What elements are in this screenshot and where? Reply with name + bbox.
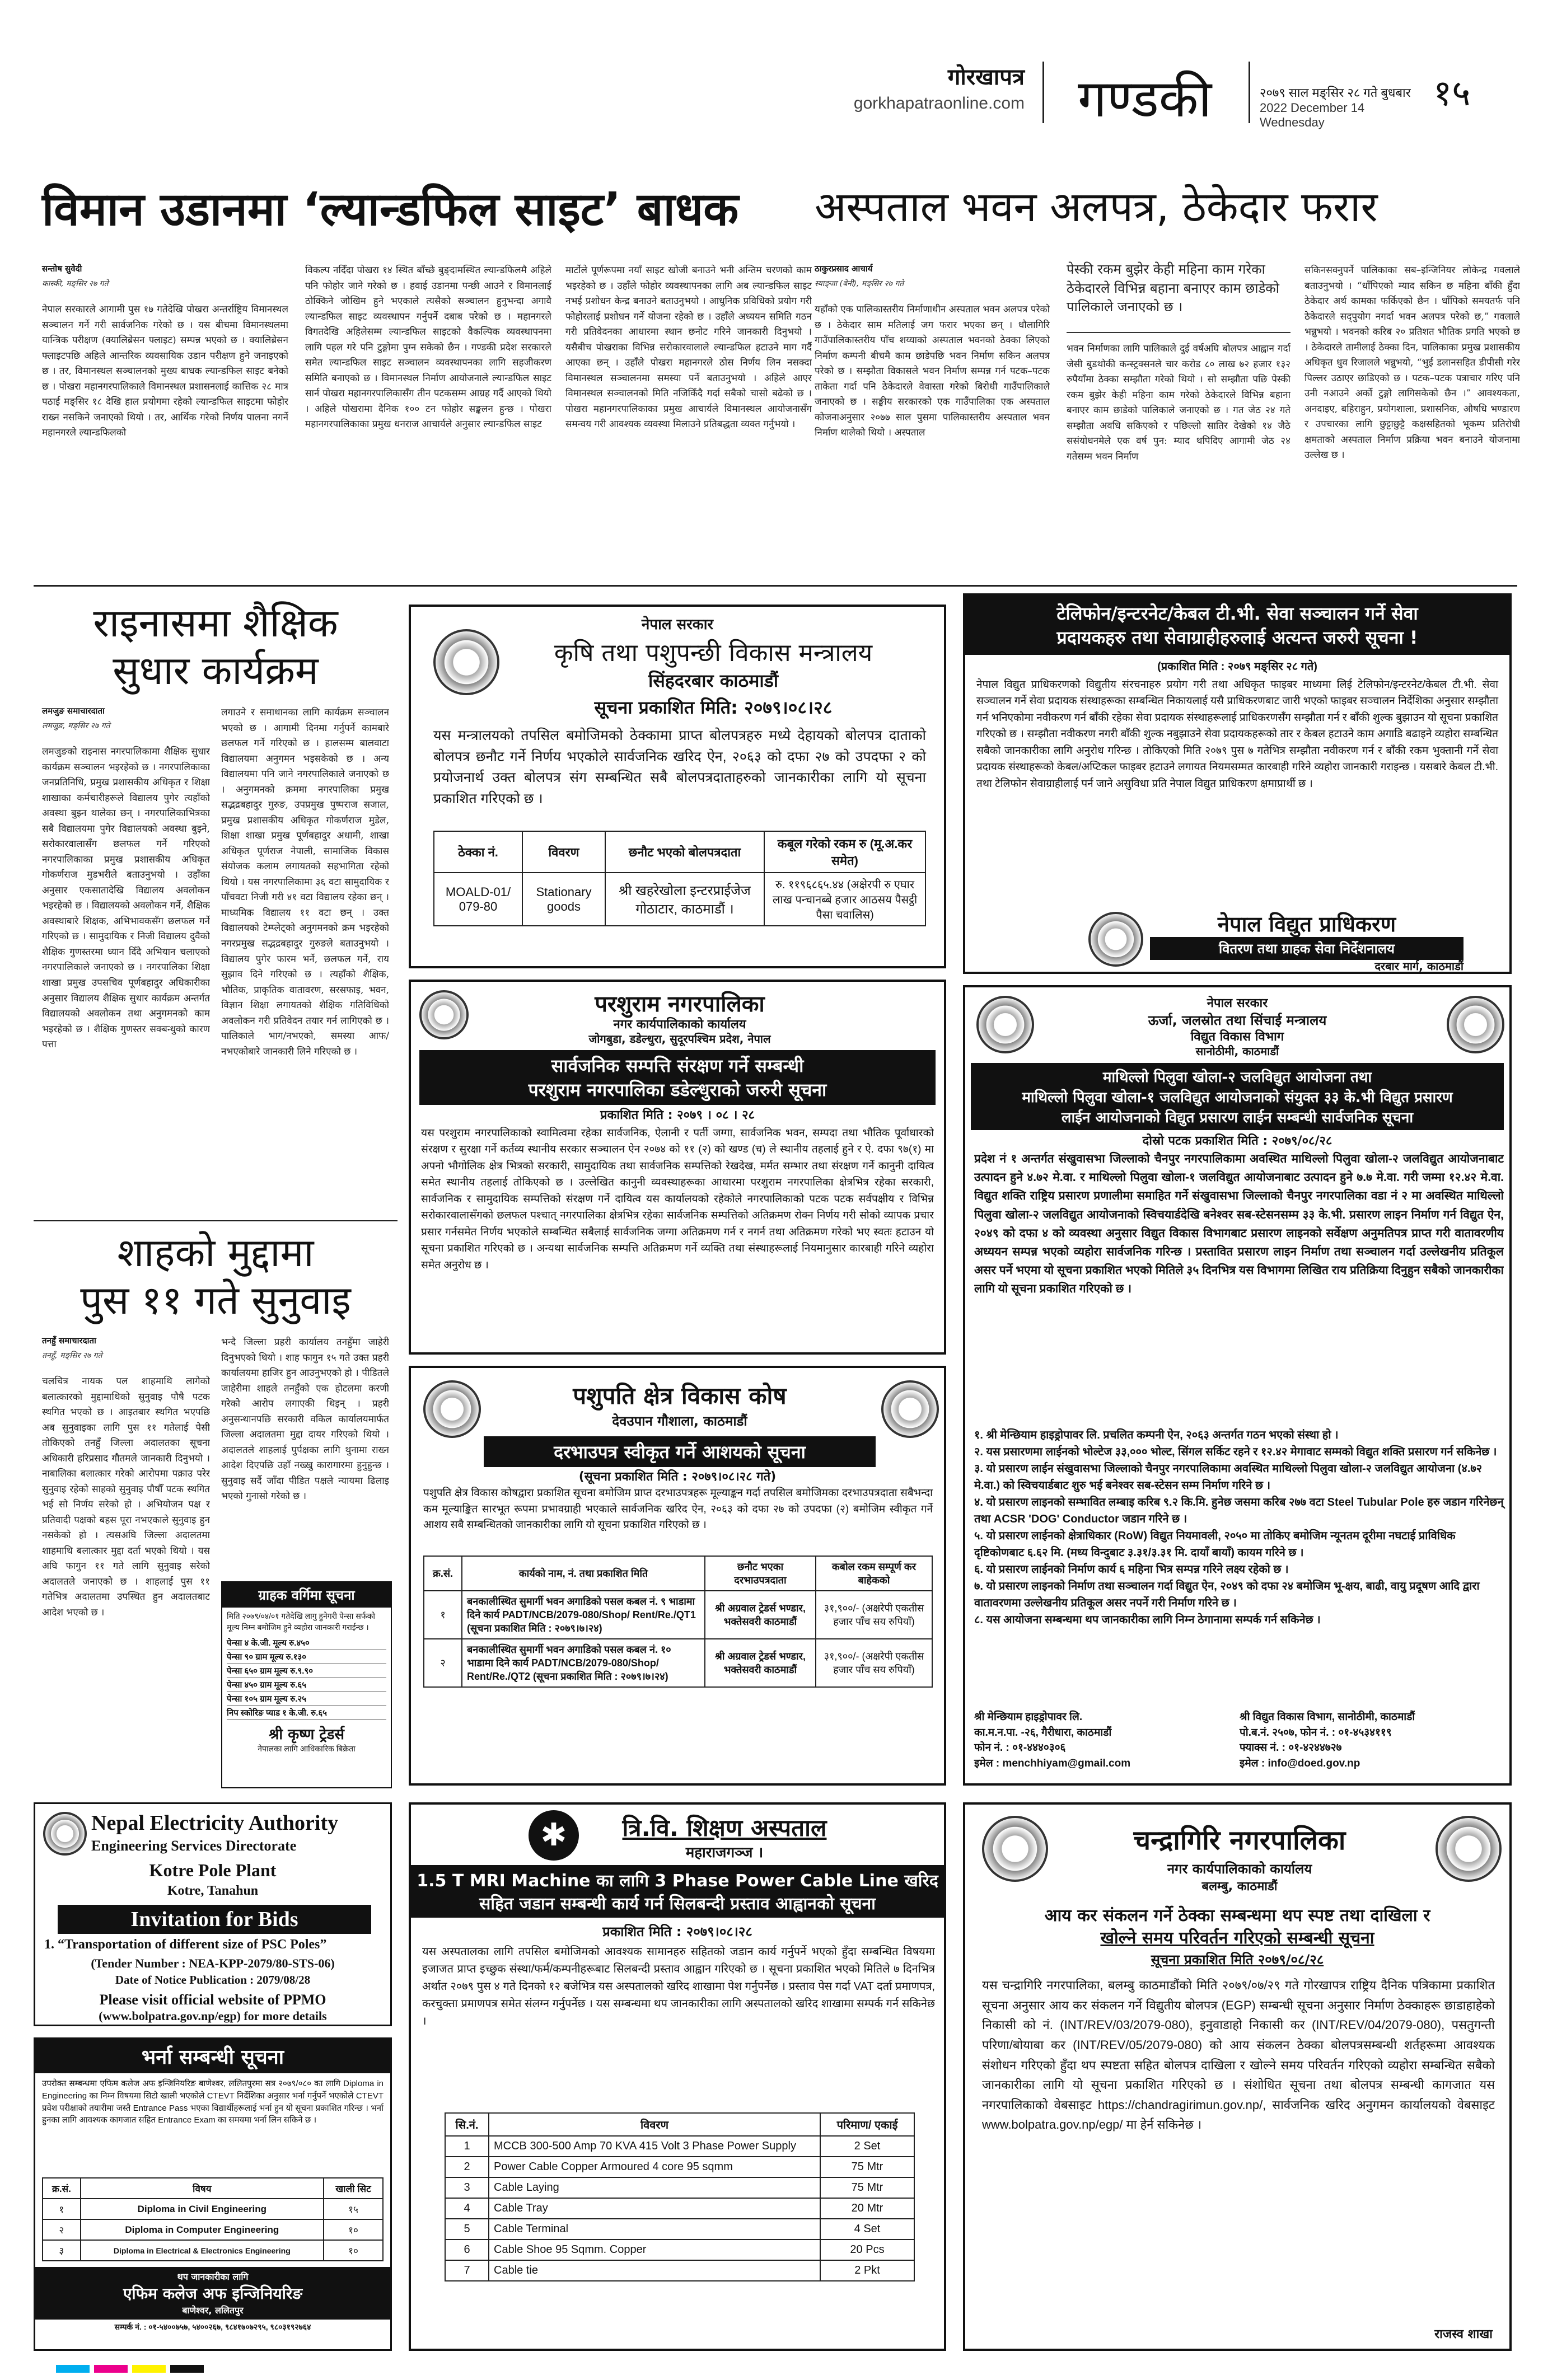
nea-kotre-ad: [34, 1802, 392, 2026]
story3-headline-line2: सुधार कार्यक्रम: [113, 648, 319, 694]
hospital-cell: 20 Pcs: [820, 2240, 914, 2260]
nepal-emblem-icon: [419, 990, 469, 1039]
agri-cell: MOALD-01/ 079-80: [434, 873, 522, 926]
hospital-cell: Cable Terminal: [489, 2219, 820, 2240]
agri-header: कबूल गरेको रकम रु (मू.अ.कर समेत): [764, 831, 925, 873]
hospital-cell: 3: [445, 2177, 489, 2198]
pashupati-org: पशुपति क्षेत्र विकास कोष: [573, 1382, 787, 1409]
table-row: [445, 2219, 914, 2240]
agri-header: छनौट भएको बोलपत्रदाता: [605, 831, 764, 873]
hospital-cell: 7: [445, 2260, 489, 2281]
hospital-cell: 20 Mtr: [820, 2198, 914, 2219]
admission-cell: १: [43, 2199, 81, 2219]
hospital-cell: Cable Tray: [489, 2198, 820, 2219]
story2-headline: अस्पताल भवन अलपत्र, ठेकेदार फरार: [815, 183, 1378, 231]
story2-pullquote: पेस्की रकम बुझेर केही महिना काम गरेका ठेकेदारले विभिन्न बहाना बनाएर काम छाडेको पालिकाले जनाएको छ ।: [1067, 260, 1290, 333]
telecom-place: दरबार मार्ग, काठमाडौं: [1374, 959, 1463, 973]
hospital-cell: 75 Mtr: [820, 2177, 914, 2198]
energy-point: ८. यस आयोजना सम्बन्धमा थप जानकारीका लागि निम्न ठेगानामा सम्पर्क गर्न सकिनेछ ।: [974, 1614, 1321, 1626]
pashupati-body: पशुपति क्षेत्र विकास कोषद्वारा प्रकाशित सूचना बमोजिम प्राप्त दरभाउपत्रहरू मूल्याङ्कन गर्दा तपसिल बमोजिमका दरभाउपत्रदाता सबैभन्दा कम मूल्याङ्कित सारभूत रूपमा प्रभावग्राही भएकाले सार्वजनिक खरिद ऐन, २०६३ को दफा २७ को उपदफा (२) बमोजिम स्वीकृत गर्ने आशय सबै सम्बन्धितको जानकारीका लागि यो सूचना प्रकाशित गरिएको छ ।: [423, 1487, 933, 1531]
hospital-cell: 5: [445, 2219, 489, 2240]
hospital-cell: 4: [445, 2198, 489, 2219]
table-row: [445, 2198, 914, 2219]
admission-footer-l3: बाणेश्वर, ललितपुर: [182, 2305, 244, 2316]
hospital-header: सि.नं.: [445, 2113, 489, 2136]
nea-logo-icon: [1088, 912, 1143, 967]
energy-contact-line: का.म.न.पा. -२६, गैरीधारा, काठमाडौं: [974, 1726, 1112, 1739]
hospital-cell: 2 Set: [820, 2136, 914, 2157]
story3-divider: [34, 1220, 398, 1221]
energy-contact-line: श्री मेन्छियाम हाइड्रोपावर लि.: [974, 1711, 1083, 1723]
table-row: [43, 2199, 383, 2219]
nea-plant: Kotre Pole Plant: [149, 1860, 277, 1880]
story2-col1: यहाँको एक पालिकास्तरीय निर्माणाधीन अस्पताल भवन अलपत्र परेको छ । ठेकेदार साम मतिलाई जग फरार भएका छन् । धौलागिरि गाउँपालिकास्तरीय पाँच शय्याको अस्पताल भवनको ठेक्का लिएको निर्माण कम्पनी बीचमै काम छाडेपछि भवन निर्माण सकिन अलपत्र परेको छ । सम्झौता विकासले भवन निर्माण सम्पन्न गर्न पटक–पटक ताकेता गर्दा पनि ठेकेदारले वेवास्ता गरेको बिरोधी गाउँपालिकाले जनाएको छ । सङ्घीय सरकारको एक गाउँपालिका एक अस्पताल कोजनाअनुसार २०७७ साल पुसमा पालिकास्तरीय अस्पताल भवन निर्माण थालेको थियो । अस्पताल: [815, 304, 1050, 439]
table-row: [424, 1591, 932, 1639]
subscription-item: निप स्कोरिङ प्याड १ के.जी. रु.६५: [227, 1706, 386, 1720]
agri-body: यस मन्त्रालयको तपसिल बमोजिमको ठेक्कामा प्राप्त बोलपत्रहरु मध्ये देहायको बोलपत्र दाताको बोलपत्र छनौट गर्ने निर्णय भएकोले सार्वजनिक खरिद ऐन, २०६३ को दफा २७ को उपदफा २ को प्रयोजनार्थ उक्त बोलपत्र संग सम्बन्धित सबै बोलपत्रदाताहरुको जानकारीका लागि यो सूचना प्रकाशित गरिएको छ ।: [433, 728, 926, 807]
pashupati-date: (सूचना प्रकाशित मिति : २०७९।०८।२८ गते): [578, 1470, 777, 1484]
energy-point: ६. यो प्रसारण लाईनको निर्माण कार्य ६ महिना भित्र सम्पन्न गरिने लक्ष्य रहेको छ ।: [974, 1563, 1289, 1576]
story2-col2: भवन निर्माणका लागि पालिकाले दुई वर्षअघि बोलपत्र आह्वान गर्दा जेसी बुडथोकी कन्स्ट्रक्सनले चार करोड ८० लाख ७२ हजार १३२ रुपैयाँमा ठेक्का सम्झौता गरेको थियो । सो सम्झौता पछि पेस्की रकम बुझेर केही महिना काम गरेको ठेकेदारले विभिन्न बहाना बनाएर काम छाडेको पालिकाले जनाएको छ । गत जेठ २४ गते सम्झौता अवधि सकिएको र पछिल्लो सातिर देखेको १४ जैठे ससंयोधनमेले एक वर्ष पुन: म्याद थपिदिए आगामी जेठ २४ गतेसम्म भवन निर्माण: [1067, 343, 1290, 462]
pashupati-logo-icon: [423, 1380, 481, 1438]
story1-byline: सन्तोष सुवेदी: [42, 264, 82, 274]
parshuram-title: [419, 1050, 936, 1105]
hospital-cell: Cable Laying: [489, 2177, 820, 2198]
admission-table: [42, 2177, 384, 2261]
story2-byline: ठाकुरप्रसाद आचार्य: [815, 264, 873, 274]
chandragiri-body: यस चन्द्रागिरि नगरपालिका, बलम्बु काठमाडौंको मिति २०७९/०७/२९ गते गोरखापत्र राष्ट्रिय दैनिक पत्रिकामा प्रकाशित सूचना अनुसार आय कर संकलन गर्ने विद्युतीय बोलपत्र (EGP) सम्बन्धी सूचना अनुसार निर्माण ठेक्काहरू छाडाहाहेको निकासी को नं. (INT/REV/03/2079-080), इनुवाडाहो निकासी कर (INT/REV/04/2079-080), पसतुगन्ती परिणा/बोयाबा कर (INT/REV/05/2079-080) को आय संकलन ठेक्का बोलपत्रसम्बन्धी शर्तहरूमा आवश्यक संशोधन गरिएको हुँदा थप स्पष्टता सहित बोलपत्र दाखिला र खोल्ने समय परिवर्तन गरिएको व्यहोरा सम्बन्धित सबैको जानकारीका लागि यो सूचना प्रकाशित गरिएको छ । संशोधित सूचना तथा बोलपत्र सम्बन्धी कागजात यस नगरपालिकाको वेबसाइट https://chandragirimun.gov.np/, सार्वजनिक खरिद अनुगमन कार्यालयको वेबसाइट www.bolpatra.gov.np/egp/ मा हेर्न सकिनेछ ।: [982, 1978, 1495, 2132]
hospital-header: परिमाण/ एकाई: [820, 2113, 914, 2136]
story2-col3: सकिनसक्नुपर्ने पालिकाका सब–इन्जिनियर लोकेन्द्र गवलाले बताउनुभयो । “धाँपिएको म्याद सकिन छ महिना बाँकी हुँदा ठेकेदार अर्थ कामका फर्किएको छैन । धाँपिको समयतर्फ पनि ठेकेदारले सद्पुयोग नगर्दा भवन अलपत्र परेको छ,” गवलाले भन्नुभयो । भवनको करिब २० प्रतिशत भौतिक प्रगति भएको छ । ठेकेदारले तामीलाई ठेक्का दिन, पालिकाका प्रमुख प्रशासकीय अधिकृत धुव रिजालले भन्नुभयो, “भुई डलानसहित डीपीसी गरेर पिल्लर उठाएर छाडिएको छ । पटक–पटक पत्राचार गरिए पनि उनी नआउने अर्को टुङ्गो लागिसकेको छैन ।” आवश्यकता, अनदाइए, बहिराहुन, प्रयोगशाला, प्रशासनिक, औषधि भण्डारण र उपचारका लागि छुट्टाछुट्टै कक्षसहितको भूकम्प प्रतिरोधी क्षमताको अस्पताल निर्माण प्रक्रिया भवन बनाउने योजनामा उल्लेख छ ।: [1304, 265, 1520, 461]
hospital-cell: Power Cable Copper Armoured 4 core 95 sqmm: [489, 2157, 820, 2177]
energy-ministry-ad: [963, 985, 1512, 1786]
admission-cell: १०: [324, 2219, 383, 2240]
admission-footer-l2: एफिम कलेज अफ इन्जिनियरिङ: [123, 2284, 303, 2303]
nepal-emblem-icon: [433, 629, 499, 695]
chandragiri-org: चन्द्रागिरि नगरपालिका: [1133, 1825, 1346, 1856]
admission-header: क्र.सं.: [43, 2178, 81, 2199]
chandragiri-place: बलम्बु, काठमाडौं: [1201, 1880, 1278, 1894]
story3-col1: लमजुङको राइनास नगरपालिकामा शैक्षिक सुधार कार्यक्रम सञ्चालन भइरहेको छ । नगरपालिकाका जनप्रतिनिधि, प्रमुख प्रशासकीय अधिकृत र शिक्षा शाखाका कर्मचारीहरूले विद्यालय पुगेर त्यहाँको अवस्था बुझ्न थालेका छन् । नगरपालिकाभित्रका सबै विद्यालयमा पुगेर विद्यालयको अवस्था बुझ्ने, सरोकारवालासँग छलफल गर्ने गरिएको नगरपालिकाका प्रमुख प्रशासकीय अधिकृत गोकर्णराज मुडभरीले बताउनुभयो । उहाँका अनुसार एकसातादेखि विद्यालय अवलोकन भइरहेको छ । विद्यालयको अवलोकन गर्ने, शैक्षिक अवस्थाबारे शिक्षक, अभिभावकसँग छलफल गर्ने गरिएको छ । सामुदायिक र निजी विद्यालय दुवैको शैक्षिक गुणस्तरमा ध्यान दिँदै अभियान चलाएको नगरपालिकाले जनाएको छ । नगरपालिका शिक्षा शाखा प्रमुख उपसचिव पूर्णबहादुर अधिकारीका अनुसार विद्यालय शैक्षिक सुधार कार्यक्रम अन्तर्गत विद्यालयको अवलोकन तथा अनुगमनको काम भइरहेको छ । शैक्षिक गुणस्तर सक्बन्धुको कारण पत्ता: [42, 746, 210, 1051]
hospital-place: महाराजगञ्ज ।: [685, 1844, 764, 1861]
story1-headline: विमान उडानमा ‘ल्यान्डफिल साइट’ बाधक: [42, 183, 739, 236]
energy-contact-left: [974, 1709, 1232, 1771]
hospital-cell: 6: [445, 2240, 489, 2260]
admission-header: खाली सिट: [324, 2178, 383, 2199]
pashupati-cell: बनकालीस्थित सुमार्गी भवन अगाडिको पसल कबल नं. १० भाडामा दिने कार्य PADT/NCB/2079-080/Shop/ Rent/Re./QT2 (सूचना प्रकाशित मिति : २०७९।७।२४): [462, 1639, 705, 1687]
energy-point: ५. यो प्रसारण लाईनको क्षेत्राधिकार (RoW) विद्युत नियमावली, २०५० मा तोकिए बमोजिम न्यूनतम दूरीमा नघटाई प्राविधिक दृष्टिकोणबाट ६.६२ मि. (मध्य विन्दुबाट ३.३१/३.३१ मि. दायाँ बायाँ) कायम गरिने छ ।: [974, 1530, 1456, 1559]
parshuram-title-l2: परशुराम नगरपालिका डडेल्धुराको जरुरी सूचना: [528, 1079, 827, 1100]
story1-col2: विकल्प नदिँदा पोखरा १४ स्थित बाँच्छे बुङ्दामस्थित ल्यान्डफिलमै अहिले पनि फोहोर जाने गरेको छ । हवाई उडानमा पन्छी आउने र विमानलाई ठोक्किने जोखिम हुने भएकाले त्यसैको सञ्चालन हुनुभन्दा अगावै ल्यान्डफिल साइट व्यवस्थापन गर्नुपर्ने दबाब परेको छ । महानगरले विगतदेखि अहिलेसम्म ल्यान्डफिल साइटको वैकल्पिक व्यवस्थापनमा लागि पहल गरे पनि टुङ्गोमा पुग्न सकेको छैन । गण्डकी प्रदेश सरकारले समेत ल्यान्डफिल साइट सञ्चालन व्यवस्थापनका लागि सहजीकरण समिति बनाएको छ । विमानस्थल निर्माण आयोजनाले ल्यान्डफिल साइट सार्न पोखरा महानगरपालिकासँग तीन पटकसम्म आग्रह गर्दै आएको थियो । अहिले पोखरामा दैनिक १०० टन फोहोर सङ्कलन हुन्छ । पोखरा महानगरपालिकाका प्रमुख धनराज आचार्यले अनुसार ल्यान्डफिल साइट: [305, 265, 551, 430]
energy-bar-l3: लाईन आयोजनाको विद्युत प्रसारण लाईन सम्बन्धी सार्वजनिक सूचना: [1061, 1109, 1414, 1126]
parshuram-org: परशुराम नगरपालिका: [595, 991, 765, 1017]
energy-bar: [971, 1063, 1504, 1130]
story4-byline: तनहुँ समाचारदाता: [42, 1336, 96, 1346]
pashupati-cell: १: [424, 1591, 462, 1639]
admission-phones: सम्पर्क नं. : ०१-५४००७५७, ५४००२६७, ९८४१७०७२९५, ९८०३१९२७६४: [114, 2322, 311, 2331]
pashupati-cell: श्री अग्रवाल ट्रेडर्स भण्डार, भक्तेसवरी काठमाडौं: [705, 1639, 816, 1687]
section-name: गण्डकी: [1078, 69, 1212, 129]
subscription-item: पेन्सा १०५ ग्राम मूल्य रु.२५: [227, 1692, 386, 1706]
chandragiri-logo-icon: [1436, 1816, 1502, 1882]
pashupati-header: क्र.सं.: [424, 1556, 462, 1591]
table-row: [445, 2260, 914, 2281]
story1-col1: नेपाल सरकारले आगामी पुस १७ गतेदेखि पोखरा अन्तर्राष्ट्रिय विमानस्थल सञ्चालन गर्ने गरी सार्वजनिक गरेको छ । यस बीचमा विमानस्थलमा यान्त्रिक परीक्षण (क्यालिब्रेसन फ्लाइट) सम्पन्न भएको छ । क्यालिब्रेसन फ्लाइटपछि अहिले आन्तरिक व्यवसायिक उडान परीक्षण हुने जनाइएको छ । तर, विमानस्थल सञ्चालनको मुख्य बाधक ल्यान्डफिल साइट बनेको छ । पोखरा महानगरपालिकाले विमानस्थल प्रशासनलाई कात्तिक २८ मात्र पठाई मङ्सिर १८ देखि हाल प्रयोगमा रहेको ल्यान्डफिल साइटमा फोहोर राख्न नसकिने जनाएको थियो । तर, आर्थिक गरेको निर्णय पालना नगर्ने महानगरले ल्यान्डफिलको: [42, 304, 288, 439]
pashupati-cell: ३१,९००/- (अक्षरेपी एकतीस हजार पाँच सय रुपियाँ): [816, 1639, 932, 1687]
hospital-bar-l1: 1.5 T MRI Machine का लागि 3 Phase Power Cable Line खरिद: [417, 1871, 938, 1891]
admission-cell: १०: [324, 2240, 383, 2261]
page-number: १५: [1433, 73, 1471, 114]
subscription-company: श्री कृष्ण ट्रेडर्स: [269, 1726, 344, 1744]
pashupati-ad: [409, 1366, 946, 1786]
parshuram-title-l1: सार्वजनिक सम्पत्ति संरक्षण गर्ने सम्बन्धी: [551, 1055, 804, 1076]
telecom-title: [965, 596, 1509, 655]
energy-body: प्रदेश नं १ अन्तर्गत संखुवासभा जिल्लाको चैनपुर नगरपालिकामा अवस्थित माथिल्लो पिलुवा खोला-२ जलविद्युत आयोजनाबाट उत्पादन हुने ४.७२ मे.वा. र माथिल्लो पिलुवा खोला-१ जलविद्युत आयोजनाबाट उत्पादन हुने ७.७ मे.वा. गरी जम्मा १२.४२ मे.वा. विद्युत शक्ति राष्ट्रिय प्रसारण प्रणालीमा समाहित गर्ने संखुवासभा जिल्लाको चैनपुर नगरपालिका वडा नं २ मा अवस्थित माथिल्लो पिलुवा खोला-२ जलविद्युत आयोजनाको स्विचयार्डदेखि बनेश्वर सब-स्टेसनसम्म ३३ के.भी. प्रसारण लाइन निर्माण गर्न विद्युत ऐन, २०४९ को दफा ४ को व्यवस्था अनुसार विद्युत विकास विभागबाट प्रसारण लाइनको सर्वेक्षण अनुमतिपत्र प्राप्त गरी वातावरणीय अध्ययन सम्पन्न भएको व्यहोरा सार्वजनिक गरिन्छ । प्रस्तावित प्रसारण लाइन निर्माण तथा सञ्चालन गर्दा उल्लेखनीय प्रतिकूल असर पर्ने भएमा यो सूचना प्रकाशित भएको मितिले ३५ दिनभित्र यस विभागमा लिखित राय प्रतिक्रिया दिनुहुन सबैको जानकारीका लागि यो सूचना प्रकाशित गरिएको छ ।: [974, 1152, 1504, 1296]
admission-cell: Diploma in Computer Engineering: [81, 2219, 324, 2240]
agri-ministry-ad: [409, 605, 946, 968]
admission-cell: २: [43, 2219, 81, 2240]
admission-cell: Diploma in Electrical & Electronics Engineering: [81, 2240, 324, 2261]
chandragiri-office: नगर कार्यपालिकाको कार्यालय: [1167, 1861, 1312, 1877]
subscription-item: पेन्सा ४ के.जी. मूल्य रु.४५०: [227, 1636, 386, 1650]
table-row: [445, 2177, 914, 2198]
table-row: [445, 2136, 914, 2157]
table-row: [43, 2219, 383, 2240]
subscription-intro: मिति २०७९/०४/०१ गतेदेखि लागु हुनेगरी पेन्सा सर्फको मूल्य निम्न बमोजिम हुने व्यहोरा जानकारी गराईन्छ ।: [227, 1611, 375, 1632]
pashupati-cell: ३१,९००/- (अक्षरेपी एकतीस हजार पाँच सय रुपियाँ): [816, 1591, 932, 1639]
hospital-cell: Cable tie: [489, 2260, 820, 2281]
admission-body: उपरोक्त सम्बन्धमा एफिम कलेज अफ इन्जिनियरिङ बाणेश्वर, ललितपुरमा सत्र २०७९/०८० का लागि Diploma in Engineering का निम्न विषयमा सिटो खाली भएकोले CTEVT निर्देशिका अनुसार भर्ना गर्नुपर्ने भएकोले CTEVT प्रवेश परीक्षाको तयारीमा जस्तै Entrance Pass भएका विद्यार्थीहरूलाई भर्ना हुन यो सूचना प्रकाशित गरिन्छ । भर्ना हुनका लागि आवश्यक कागजात सहित Entrance Exam का समयमा भर्ना लिन सकिने छ ।: [42, 2079, 384, 2125]
admission-title: भर्ना सम्बन्धी सूचना: [35, 2039, 390, 2073]
pashupati-cell: श्री अग्रवाल ट्रेडर्स भण्डार, भक्तेसवरी काठमाडौं: [705, 1591, 816, 1639]
nea-visit: Please visit official website of PPMO: [99, 1992, 326, 2008]
nea-tender: (Tender Number : NEA-KPP-2079/80-STS-06): [91, 1956, 335, 1970]
admission-cell: ३: [43, 2240, 81, 2261]
telecom-org: नेपाल विद्युत प्राधिकरण: [1217, 912, 1396, 936]
hospital-header: विवरण: [489, 2113, 820, 2136]
nea-item: 1. “Transportation of different size of PSC Poles”: [44, 1937, 327, 1952]
energy-date: दोस्रो पटक प्रकाशित मिति : २०७९/०८/२८: [1142, 1134, 1332, 1148]
energy-contact-line: श्री विद्युत विकास विभाग, सानोठीमी, काठमाडौं: [1240, 1711, 1415, 1723]
hospital-date: प्रकाशित मिति : २०७९।०८।२८: [602, 1924, 752, 1939]
energy-bar-l1: माथिल्लो पिलुवा खोला-२ जलविद्युत आयोजना तथा: [1102, 1069, 1372, 1086]
telecom-title-l2: प्रदायकहरु तथा सेवाग्राहीहरुलाई अत्यन्त जरुरी सूचना !: [1056, 627, 1418, 648]
registration-marks: [56, 2365, 1487, 2373]
energy-ministry: ऊर्जा, जलस्रोत तथा सिंचाई मन्त्रालय: [1148, 1013, 1327, 1028]
table-row: [445, 2240, 914, 2260]
nea-bar: Invitation for Bids: [58, 1905, 371, 1934]
hospital-cell: 75 Mtr: [820, 2157, 914, 2177]
energy-contact-email[interactable]: इमेल : info@doed.gov.np: [1240, 1757, 1360, 1769]
energy-gov: नेपाल सरकार: [1207, 996, 1268, 1010]
hospital-bar: [411, 1865, 944, 1918]
agri-table: [433, 831, 926, 926]
energy-bar-l2: माथिल्लो पिलुवा खोला-१ जलविद्युत आयोजनाको संयुक्त ३३ के.भी विद्युत प्रसारण: [1022, 1089, 1453, 1106]
masthead-divider: [1042, 62, 1044, 123]
admission-footer: [35, 2267, 390, 2320]
chandragiri-title-l1: आय कर संकलन गर्ने ठेक्का सम्बन्धमा थप स्पष्ट तथा दाखिला र: [1044, 1906, 1430, 1925]
energy-dept: विद्युत विकास विभाग: [1190, 1030, 1284, 1044]
hospital-org: त्रि.वि. शिक्षण अस्पताल: [622, 1814, 827, 1842]
agri-header: ठेक्का नं.: [434, 831, 522, 873]
parshuram-body: यस परशुराम नगरपालिकाको स्वामित्वमा रहेका सार्वजनिक, ऐलानी र पर्ती जग्गा, सार्वजनिक भवन, सम्पदा तथा भौतिक पूर्वाधारको संरक्षण र सुरक्षा गर्ने कर्तव्य स्थानीय सरकार सञ्चालन ऐन २०७४ को ११ (२) को खण्ड (च) ले स्थानीय तहलाई हुने र ऐ. दफा ९७(१) मा अपनो भौगोलिक क्षेत्र भित्रको सरकारी, सामुदायिक तथा सार्वजनिक सम्पत्तिको रेखदेख, मर्मत सम्भार तथा संरक्षण गर्ने कानुनी दायित्व समेत स्थानीय तहलाई तोकिएको छ । उल्लेखित कानुनी व्यवस्थाहरूका आधारमा परशुराम नगरपालिका क्षेत्रभित्र रहेका सरकारी, सार्वजनिक र सामुदायिक सम्पत्तिको संरक्षण गर्ने दायित्व यस कार्यालयको रहेकोले नगरपालिकाको पटक पटक सर्वपक्षीय र विभिन्न सरोकारवालासँगको छलफल पश्चात् नगरपालिका क्षेत्रभित्र रहेका सार्वजनिक सम्पत्तिको अतिक्रमण रोक्न निर्णय गरी सोको व्यापक प्रचार प्रसार गर्नसमेत निर्णय भएकोले सम्बन्धित सबैलाई सार्वजनिक जग्गा अतिक्रमण गर्न र नगर्न तथा अतिक्रमण गरेको भए स्वतः हटाउन यो सूचना प्रकाशित गरिएको छ । अन्यथा सार्वजनिक सम्पत्ति अतिक्रमण गर्ने व्यक्ति तथा संस्थाहरूलाई नियमानुसार कारबाही गरिने व्यहोरा समेत अनुरोध छ ।: [421, 1127, 934, 1271]
admission-cell: १५: [324, 2199, 383, 2219]
nea-place: Kotre, Tanahun: [167, 1884, 259, 1898]
story1-dateline: कास्की, मङ्सिर २७ गते: [42, 279, 109, 288]
admission-ad: [34, 2037, 392, 2351]
parshuram-office: नगर कार्यपालिकाको कार्यालय: [613, 1018, 746, 1032]
hospital-table: [445, 2112, 915, 2281]
nea-telecom-ad: [963, 593, 1512, 974]
hospital-cell: Cable Shoe 95 Sqmm. Copper: [489, 2240, 820, 2260]
nea-site[interactable]: (www.bolpatra.gov.np/egp) for more details: [99, 2009, 327, 2023]
hospital-cell: 2 Pkt: [820, 2260, 914, 2281]
top-divider: [34, 585, 1517, 587]
nea-date: Date of Notice Publication : 2079/08/28: [115, 1973, 311, 1987]
pashupati-cell: २: [424, 1639, 462, 1687]
telecom-title-l1: टेलिफोन/इन्टरनेट/केबल टी.भी. सेवा सञ्चालन गर्ने सेवा: [1056, 603, 1418, 624]
subscription-item: पेन्सा ४५० ग्राम मूल्य रु.६५: [227, 1678, 386, 1692]
pashupati-addr: देवउपान गौशाला, काठमाडौं: [612, 1413, 747, 1429]
energy-contact-line: पो.ब.नं. २५०७, फोन नं. : ०१-४५३४११९: [1240, 1726, 1392, 1739]
chandragiri-title-l2: खोल्ने समय परिवर्तन गरिएको सम्बन्धी सूचना: [1100, 1928, 1374, 1948]
subscription-list: [222, 1636, 391, 1720]
table-row: [445, 2157, 914, 2177]
story4-headline-line2: पुस ११ गते सुनुवाइ: [80, 1277, 351, 1323]
subscription-ad: [221, 1581, 392, 1788]
story3-headline-line1: राइनासमा शैक्षिक: [93, 600, 338, 646]
doed-logo-icon: [1447, 996, 1504, 1053]
nea-org: Nepal Electricity Authority: [91, 1811, 339, 1835]
chandragiri-sign: राजस्व शाखा: [1434, 2327, 1493, 2341]
hospital-cell: 2: [445, 2157, 489, 2177]
chandragiri-ad: [963, 1802, 1512, 2351]
energy-point: ७. यो प्रसारण लाइनको निर्माण तथा सञ्चालन गर्दा विद्युत ऐन, २०४९ को दफा २४ बमोजिम भू-क्षय, बाढी, वायु प्रदूषण आदि द्वारा वातावरणमा उल्लेखनीय प्रतिकूल असर नपर्ने गरी निर्माण गरिने छ ।: [974, 1580, 1480, 1609]
table-row: [424, 1639, 932, 1687]
story4-dateline: तनहुँ, मङ्सिर २७ गते: [42, 1351, 102, 1360]
website[interactable]: gorkhapatraonline.com: [853, 94, 1025, 113]
agri-cell: श्री खहरेखोला इन्टरप्राईजेज गोठाटार, काठमाडौं ।: [605, 873, 764, 926]
energy-point: १. श्री मेन्छियाम हाइड्रोपावर लि. प्रचलित कम्पनी ऐन, २०६३ अन्तर्गत गठन भएको संस्था हो ।: [974, 1429, 1339, 1441]
telecom-body: नेपाल विद्युत प्राधिकरणको विद्युतीय संरचनाहरु प्रयोग गरी तथा अधिकृत फाइबर माध्यमा लिई टेलिफोन/इन्टरनेट/केबल टी.भी. सेवा सञ्चालन गर्ने सेवा प्रदायक संस्थाहरूका सम्बन्धित निकायलाई यसै प्राधिकरणबाट जारी भएको फाइबर सञ्चालन निर्देशिका अनुसार सम्झौता गर्न भनिएकोमा नवीकरण गर्न बाँकी रहेका सेवा प्रदायक संस्थाहरूलाई प्राधिकरणसँग सम्झौता गर्न र बाँकी शुल्क बुझाउन यो सूचना प्रकाशित गरिएको छ । सम्झौता नवीकरण नगरी बाँकी शुल्क नबुझाउने सेवा प्रदायकहरूको तार र केबल हटाउने काम अगाडि बढाइने व्यहोरा सम्बन्धित सबैको जानकारीका लागि अनुरोध गरिन्छ । तोकिएको मिति २०७९ पुस ७ गतेभित्र सम्झौता नवीकरण गर्न र बाँकी रकम भुक्तानी गर्ने सेवा प्रदायक संस्थाहरूको केबल/अप्टिकल फाइबर हटाउने लगायत नियमसम्मत कारबाही गरिने व्यहोरा जानकारी गराइन्छ । यसबारे केबल टी.भी. तथा टेलिफोन सेवाग्राहीलाई पर्न जाने असुविधा प्रति नेपाल विद्युत प्राधिकरण क्षमाप्रार्थी छ ।: [976, 679, 1498, 790]
story3-dateline: लमजुङ, मङ्सिर २७ गते: [42, 722, 110, 730]
date-en: 2022 December 14 Wednesday: [1260, 101, 1365, 129]
color-swatch: [132, 2365, 166, 2373]
hospital-body: यस अस्पतालका लागि तपसिल बमोजिमको आवश्यक सामानहरु सहितको जडान कार्य गर्नुपर्ने भएको हुँदा सम्बन्धित विषयमा इजाजत प्राप्त इच्छुक संस्था/फर्म/कम्पनीहरूबाट सिलबन्दी प्रस्ताव आह्वान गरिएको छ । सूचना प्रकाशित भएको मितिले ७ दिनभित्र अर्थात २०७९ पुस ४ गते दिनको १२ बजेभित्र यस अस्पतालको खरिद शाखामा पेश गर्नुपर्नेछ । प्रस्ताव पेस गर्दा VAT दर्ता प्रमाणपत्र, करचुक्ता प्रमाणपत्र समेत संलग्न गर्नुपर्नेछ । यस सम्बन्धमा थप जानकारीका लागि अस्पतालको खरिद शाखामा सम्पर्क गर्न सकिनेछ ।: [422, 1946, 935, 2027]
hospital-cell: MCCB 300-500 Amp 70 KVA 415 Volt 3 Phase Power Supply: [489, 2136, 820, 2157]
hospital-cell: 1: [445, 2136, 489, 2157]
energy-points: [974, 1427, 1504, 1628]
pashupati-cell: बनकालीस्थित सुमार्गी भवन अगाडिको पसल कबल नं. ९ भाडामा दिने कार्य PADT/NCB/2079-080/Shop/ Rent/Re./QT1 (सूचना प्रकाशित मिति : २०७९।७।२४): [462, 1591, 705, 1639]
parshuram-addr: जोगबुडा, डडेल्धुरा, सुदूरपश्चिम प्रदेश, नेपाल: [588, 1032, 771, 1046]
admission-header: विषय: [81, 2178, 324, 2199]
table-row: [43, 2240, 383, 2261]
masthead-divider-2: [1249, 62, 1250, 123]
subscription-item: पेन्सा ९० ग्राम मूल्य रु.१३०: [227, 1650, 386, 1664]
pashupati-header: कबोल रकम सम्पूर्ण कर बाहेकको: [816, 1556, 932, 1591]
agri-cell: Stationary goods: [522, 873, 605, 926]
story1-col3: मार्टोले पूर्णरूपमा नयाँ साइट खोजी बनाउने भनी अन्तिम चरणको काम भइरहेको छ । उहाँले फोहोर व्यवस्थापनका लागि अब ल्यान्डफिल साइट नभई प्रशोधन केन्द्र बनाउने बताउनुभयो । आधुनिक प्रविधिको प्रयोग गरी फोहोरलाई प्रशोधन गर्ने योजना रहेको छ । उहाँले अध्ययन समिति गठन गरी प्रतिवेदनका आधारमा स्थान छनोट गरिने जानकारी दिनुभयो । यसैबीच पोखराका विभिन्न सरोकारवालाले ल्यान्डफिल हटाउने माग गर्दै आएका छन् । उहाँले पोखरा महानगरले ठोस निर्णय लिन नसक्दा विमानस्थल सञ्चालनमा समस्या पर्ने बताउनुभयो । अहिले आएर विमानस्थल सञ्चालनको मिति नजिकिँदै गर्दा सबैको चासो बढेको छ । पोखरा महानगरपालिकाका प्रमुख आचार्यले विमानस्थल आयोजनासँग समन्वय गरी आवश्यक व्यवस्था मिलाउने प्रतिबद्धता व्यक्त गर्नुभयो ।: [565, 265, 812, 430]
agri-header: विवरण: [522, 831, 605, 873]
pashupati-table: [423, 1556, 933, 1688]
chandragiri-date: सूचना प्रकाशित मिति २०७९/०८/२८: [1151, 1952, 1324, 1967]
masthead: [0, 0, 1543, 168]
color-swatch: [170, 2365, 204, 2373]
parshuram-date: प्रकाशित मिति : २०७९ । ०८ । २८: [600, 1108, 755, 1122]
hospital-bar-l2: सहित जडान सम्बन्धी कार्य गर्न सिलबन्दी प्रस्ताव आह्वानको सूचना: [479, 1894, 876, 1914]
energy-point: ३. यो प्रसारण लाईन संखुवासभा जिल्लाको चैनपुर नगरपालिकामा अवस्थित माथिल्लो पिलुवा खोला-२ जलविद्युत आयोजना (४.७२ मे.वा.) को स्विचयार्डबाट शुरु भई बनेश्वर सब-स्टेसन सम्म निर्माण गरिने छ ।: [974, 1463, 1483, 1492]
story4-col1: चलचित्र नायक पल शाहमाथि लागेको बलात्कारको मुद्दामाथिको सुनुवाइ पौषै पटक स्थगित भएको छ । आइतबार स्थगित भएपछि अब सुनुवाइका लागि पुस ११ गतेलाई पेसी तोकिएको तनहुँ जिल्ला अदालतका सूचना अधिकारी हरिप्रसाद गौतमले जानकारी दिनुभयो । नाबालिका बलात्कार गरेको आरोपमा पक्राउ परेर सुनुवाइ रहेको साहको सुनुवाइ पौषौँ पटक स्थगित भई सो निर्णय सरेको हो । अभियोजन पक्ष र प्रतिवादी पक्षको बहस पूरा नभएकाले सुनुवाइ हुन नसकेको हो । त्यसअघि जिल्ला अदालतमा शाहमाथि बलात्कार मुद्दा दर्ता भएको थियो । यस अघि फागुन ११ गते लागि सुनुवाइ सरेको अदालतले जनाएको छ । शाहलाई पुस ११ गतेभित्र अदालतमा उपस्थित हुन अदालतबाट आदेश भएको छ ।: [42, 1376, 210, 1618]
agri-gov: नेपाल सरकार: [641, 616, 714, 633]
pashupati-header: कार्यको नाम, नं. तथा प्रकाशित मिति: [462, 1556, 705, 1591]
table-row: [434, 873, 925, 926]
color-swatch: [56, 2365, 90, 2373]
energy-point: २. यस प्रसारणमा लाईनको भोल्टेज ३३,००० भोल्ट, सिंगल सर्किट रहने र १२.४२ मेगावाट सम्मको विद्युत शक्ति प्रसारण गर्न सकिनेछ ।: [974, 1446, 1497, 1458]
energy-point: ४. यो प्रसारण लाइनको सम्भावित लम्बाइ करिब ९.२ कि.मि. हुनेछ जसमा करिब २७७ वटा Steel Tubular Pole हरु जडान गरिनेछन् तथा ACSR 'DOG' Conductor जडान गरिने छ ।: [974, 1496, 1504, 1525]
energy-place: सानोठीमी, काठमाडौं: [1195, 1044, 1279, 1058]
story4-col2: भन्दै जिल्ला प्रहरी कार्यालय तनहुँमा जाहेरी दिनुभएको थियो । शाह फागुन १५ गते उक्त प्रहरी कार्यालयमा हाजिर हुन आउनुभएको हो । पीडितले जाहेरीमा शाहले तनहुँको एक होटलमा करणी गरेको आरोप लगाएकी थिइन् । प्रहरी अनुसन्धानपछि सरकारी वकिल कार्यालयमार्फत जिल्ला अदालतमा मुद्दा दायर गरिएको थियो । अदालतले शाहलाई पुर्पक्षका लागि थुनामा राख्न आदेश दिएपछि उहाँ नख्खु कारागारमा हुनुहुन्छ । सुनुवाइ सर्दै जाँदा पीडित पक्षले न्यायमा ढिलाइ भएको गुनासो गरेको छ ।: [221, 1337, 389, 1502]
admission-cell: Diploma in Civil Engineering: [81, 2199, 324, 2219]
date-np: २०७९ साल मङ्सिर २८ गते बुधबार: [1260, 86, 1411, 100]
subscription-item: पेन्सा ६५० ग्राम मूल्य रु.९.९०: [227, 1664, 386, 1678]
hospital-cell: 4 Set: [820, 2219, 914, 2240]
pashupati-temple-icon: [881, 1380, 939, 1438]
teaching-hospital-ad: [409, 1802, 946, 2351]
story4-headline-line1: शाहको मुद्दामा: [117, 1230, 314, 1276]
agri-ministry: कृषि तथा पशुपन्छी विकास मन्त्रालय: [554, 639, 873, 667]
nea-logo-icon: [43, 1812, 87, 1856]
color-swatch: [94, 2365, 128, 2373]
nepal-emblem-icon: [982, 1816, 1048, 1882]
pashupati-header: छनौट भएका दरभाउपत्रदाता: [705, 1556, 816, 1591]
energy-contact-right: [1240, 1709, 1503, 1771]
energy-contact-line: फ्याक्स नं. : ०१-४२४४७२७: [1240, 1742, 1342, 1754]
agri-cell: रु. ११९६८६५.४४ (अक्षेरपी रु एघार लाख पन्चानब्बे हजार आठसय पैसट्ठी पैसा चवालिस): [764, 873, 925, 926]
agri-notice-title: सूचना प्रकाशित मिति: २०७९।०८।२८: [594, 697, 833, 718]
energy-contact-email[interactable]: इमेल : menchhiyam@gmail.com: [974, 1757, 1131, 1769]
story2-dateline: स्याङ्जा (बेनी), मङ्सिर २७ गते: [815, 279, 904, 288]
telecom-date: (प्रकाशित मिति : २०७९ मङ्सिर २८ गते): [1157, 660, 1317, 673]
story3-col2: लगाउने र समाधानका लागि कार्यक्रम सञ्चालन भएको छ । आगामी दिनमा गर्नुपर्ने कामबारे छलफल गर्ने गरिएको छ । हालसम्म बालवाटा विद्यालयमा अनुगमन भइसकेको छ । अन्य विद्यालयमा पनि जाने नगरपालिकाले जनाएको छ । अनुगमनको क्रममा नगरपालिका प्रमुख सद्भद्रबहादुर गुरुङ, उपप्रमुख पुष्पराज सजाल, प्रमुख प्रशासकीय अधिकृत गोकर्णराज मुडेल, शिक्षा शाखा प्रमुख पूर्णबहादुर अधामी, शाखा अधिकृत पूर्णराज नेपाली, सामाजिक विकास संयोजक कलाम लगायतको सहभागिता रहेको थियो । यस नगरपालिकामा ३६ वटा सामुदायिक र पाँचवटा निजी गरी ४१ वटा विद्यालय रहेका छन् । माध्यमिक विद्यालय ११ वटा छन् । उक्त विद्यालयको टेम्प्लेट्को अनुगमनको क्रम भइरहेको नगरप्रमुख सद्भद्रबहादुर गुरुङले बताउनुभयो । विद्यालय पुगेर फारम भर्ने, छलफल गर्ने, राय सुझाव दिने गरिएको छ । त्यहाँको शैक्षिक, भौतिक, प्राकृतिक वातावरण, सरसफाइ, भवन, विज्ञान शिक्षा लगायतको शैक्षिक गतिविधिको अवलोकन गरी प्रतिवेदन तयार गर्न लागिएको छ । पालिकाले भाग/नभएको, समस्या आफ/नभएकोबारे जानकारी लिने गरिएको छ ।: [221, 707, 389, 1057]
subscription-title: ग्राहक वर्गिमा सूचना: [222, 1582, 391, 1608]
telecom-dept: वितरण तथा ग्राहक सेवा निर्देशनालय: [1150, 937, 1463, 960]
subscription-footer: नेपालका लागि आधिकारिक बिक्रेता: [258, 1744, 356, 1754]
nea-dir: Engineering Services Directorate: [91, 1838, 297, 1854]
hospital-logo-icon: ✱: [529, 1810, 579, 1861]
agri-place: सिंहदरबार काठमाडौं: [648, 670, 779, 691]
paper-name: गोरखापत्र: [947, 64, 1025, 90]
story3-byline: लमजुङ समाचारदाता: [42, 706, 105, 716]
parshuram-ad: [409, 980, 946, 1355]
pashupati-title: दरभाउपत्र स्वीकृत गर्ने आशयको सूचना: [484, 1436, 876, 1467]
energy-contact-line: फोन नं. : ०१-४४४०३०६: [974, 1742, 1066, 1754]
admission-footer-l1: थप जानकारीका लागि: [177, 2271, 249, 2282]
